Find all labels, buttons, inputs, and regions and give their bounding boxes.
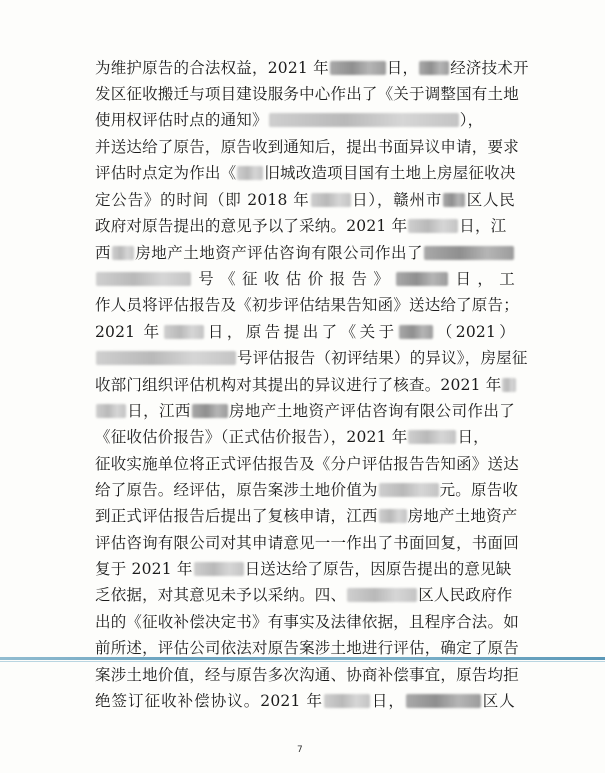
text-line <box>95 638 519 658</box>
text-segment: ）， <box>459 111 484 129</box>
text-segment: 评估咨询有限公司对其申请意见一一作出了书面回复，书面回 <box>95 534 519 552</box>
text-segment: 区人民 <box>466 191 515 209</box>
text-segment: 为维护原告的合法权益，2021 年 <box>95 59 329 77</box>
text-line <box>95 243 515 263</box>
text-segment: 给了原告。经评估，原告案涉土地价值为 <box>95 481 378 499</box>
redaction-mark <box>443 193 465 207</box>
text-segment: 乏依据，对其意见未予以采纳。四、 <box>95 586 347 604</box>
text-line <box>95 137 519 157</box>
text-segment: 日送达给了原告，因原告提出的意见缺 <box>244 560 512 578</box>
text-segment: 出的《征收补偿决定书》有事实及法律依据，且程序合法。如 <box>95 613 519 631</box>
text-segment: 复于 2021 年 <box>95 560 193 578</box>
text-segment: 号《征收估价报告》 <box>192 270 396 288</box>
text-segment: 日，江西 <box>127 402 191 420</box>
redaction-mark <box>399 325 433 339</box>
text-line <box>95 269 515 289</box>
redaction-mark <box>112 246 134 260</box>
redaction-mark <box>408 219 458 233</box>
text-segment: 《征收估价报告》（正式估价报告），2021 年 <box>95 428 408 446</box>
text-segment: 收部门组织评估机构对其提出的异议进行了核查。2021 年 <box>95 376 502 394</box>
text-segment: 征收实施单位将正式评估报告及《分户评估报告告知函》送达 <box>95 455 519 473</box>
text-segment: 定公告》的时间（即 2018 年 <box>95 191 310 209</box>
redaction-mark <box>192 404 228 418</box>
text-line <box>95 375 515 395</box>
text-line <box>95 533 519 553</box>
text-segment: 政府对原告提出的意见予以了采纳。2021 年 <box>95 217 408 235</box>
redaction-mark <box>406 694 481 708</box>
text-line <box>95 322 515 342</box>
text-segment: 到正式评估报告后提出了复核申请，江西 <box>95 507 378 525</box>
text-line <box>95 190 515 210</box>
redaction-mark <box>347 588 417 602</box>
text-segment: 日，江 <box>459 217 507 235</box>
text-segment: 日， <box>371 692 405 710</box>
text-segment: 经济技术开 <box>450 59 529 77</box>
redaction-mark <box>424 246 514 260</box>
redaction-mark <box>237 166 263 180</box>
redaction-mark <box>379 509 407 523</box>
text-line <box>95 401 515 421</box>
text-line <box>95 691 515 711</box>
text-line <box>95 84 519 104</box>
text-segment: 旧城改造项目国有土地上房屋征收决 <box>264 164 516 182</box>
text-line <box>95 585 515 605</box>
redaction-mark <box>324 694 370 708</box>
text-line <box>95 295 519 315</box>
text-line <box>95 427 515 447</box>
scan-artifact-line <box>0 657 605 660</box>
text-line <box>95 58 529 78</box>
text-line <box>95 612 519 632</box>
redaction-mark <box>96 351 236 365</box>
text-segment: 号评估报告（初评结果）的异议》，房屋征 <box>237 349 528 367</box>
redaction-mark <box>96 404 126 418</box>
text-segment: 区人 <box>481 692 515 710</box>
redaction-mark <box>408 430 456 444</box>
text-line <box>95 163 515 183</box>
text-segment: 区人民政府作 <box>418 586 513 604</box>
text-segment: （2021） <box>433 323 515 341</box>
text-line <box>95 110 515 130</box>
page-number: 7 <box>297 745 303 755</box>
text-line <box>95 559 515 579</box>
text-segment: 日， <box>457 428 489 446</box>
text-segment: 作人员将评估报告及《初步评估结果告知函》送达给了原告； <box>95 296 519 314</box>
text-segment: 西 <box>95 244 111 262</box>
text-line <box>95 665 519 685</box>
text-segment: 房地产土地资产评估咨询有限公司作出了 <box>228 402 515 420</box>
text-segment: 前所述，评估公司依法对原告案涉土地进行评估，确定了原告 <box>95 639 519 657</box>
redaction-mark <box>164 325 204 339</box>
text-line <box>95 506 518 526</box>
text-segment: 房地产土地资产评估咨询有限公司作出了 <box>135 244 424 262</box>
redaction-mark <box>269 113 459 127</box>
text-segment: 案涉土地价值，经与原告多次沟通、协商补偿事宜，原告均拒 <box>95 666 519 684</box>
redaction-mark <box>311 193 351 207</box>
text-segment: 房地产土地资产 <box>407 507 518 525</box>
redaction-mark <box>396 272 448 286</box>
text-segment: 绝签订征收补偿协议。2021 年 <box>95 692 324 710</box>
redaction-mark <box>379 483 439 497</box>
redaction-mark <box>194 562 244 576</box>
redaction-mark <box>96 272 191 286</box>
text-segment: 并送达给了原告，原告收到通知后，提出书面异议申请，要求 <box>95 138 519 156</box>
text-segment: 元。原告收 <box>439 481 519 499</box>
redaction-mark <box>419 61 449 75</box>
text-segment: 发区征收搬迁与项目建设服务中心作出了《关于调整国有土地 <box>95 85 519 103</box>
text-line <box>95 454 519 474</box>
text-segment: 日，工 <box>449 270 515 288</box>
text-segment: 日），赣州市 <box>351 191 443 209</box>
scan-artifact-line-thin <box>0 661 605 662</box>
text-line <box>95 480 519 500</box>
redaction-mark <box>502 378 516 392</box>
text-line <box>95 348 528 368</box>
text-segment: 日， <box>386 59 419 77</box>
redaction-mark <box>330 61 386 75</box>
text-line <box>95 216 515 236</box>
text-segment: 日，原告提出了《关于 <box>204 323 398 341</box>
text-segment: 评估时点定为作出《 <box>95 164 237 182</box>
text-segment: 2021 年 <box>95 323 163 341</box>
text-segment: 使用权评估时点的通知》 <box>95 111 268 129</box>
